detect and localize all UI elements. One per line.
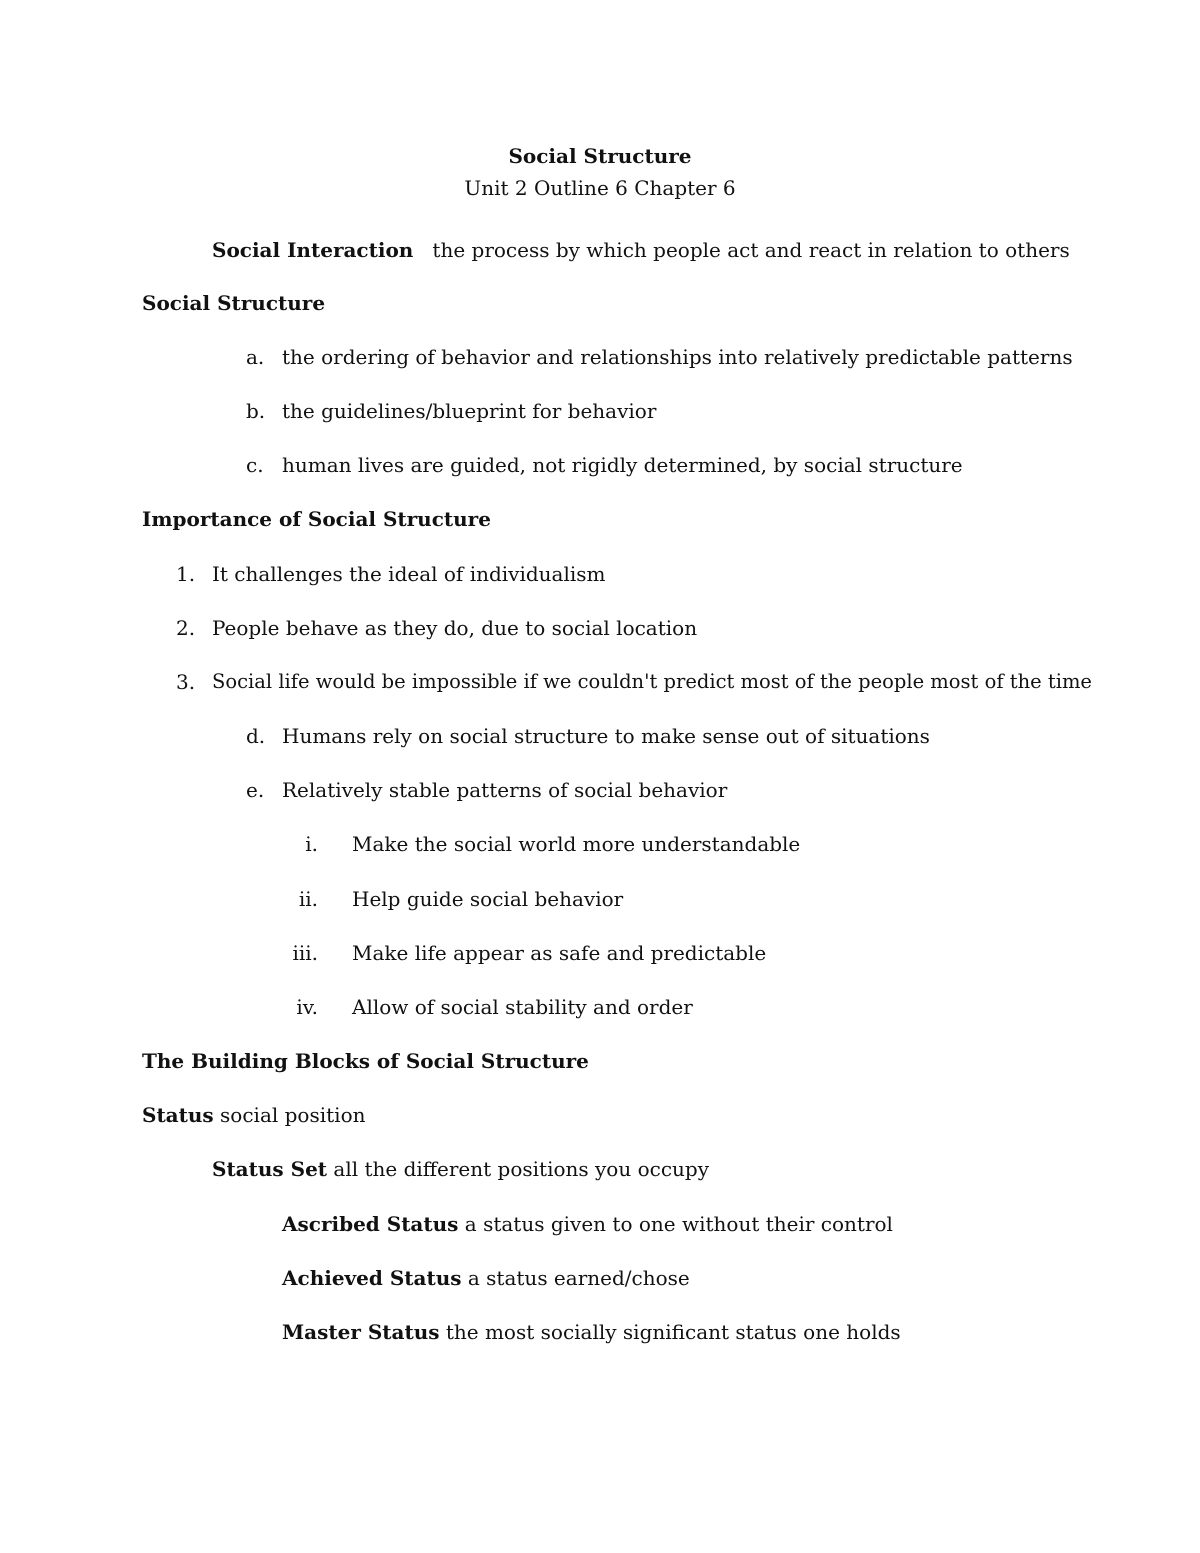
section-heading-importance: Importance of Social Structure xyxy=(142,507,491,531)
definition-term: Achieved Status xyxy=(282,1266,462,1290)
document-title: Social Structure xyxy=(508,144,692,168)
definition-term: Ascribed Status xyxy=(282,1212,459,1236)
achieved-status-definition xyxy=(282,1265,690,1291)
list-marker: iv. xyxy=(296,995,318,1019)
list-marker: i. xyxy=(305,832,318,856)
definition-term: Status xyxy=(142,1103,214,1127)
document-subtitle: Unit 2 Outline 6 Chapter 6 xyxy=(464,176,736,200)
list-text: Social life would be impossible if we couldn't predict most of the people most of the time xyxy=(212,670,1092,693)
list-marker: 3. xyxy=(176,670,196,694)
list-marker: ii. xyxy=(298,887,318,911)
definition-text: the process by which people act and react in relation to others xyxy=(432,238,1070,262)
list-text: Make life appear as safe and predictable xyxy=(352,941,767,965)
social-interaction-definition xyxy=(212,237,1070,263)
definition-term: Status Set xyxy=(212,1157,328,1181)
section-heading-social-structure: Social Structure xyxy=(142,291,326,315)
list-text: Allow of social stability and order xyxy=(352,995,693,1019)
list-text: Help guide social behavior xyxy=(352,887,624,911)
ascribed-status-definition xyxy=(282,1211,893,1237)
list-marker: c. xyxy=(246,453,264,477)
definition-text: a status given to one without their control xyxy=(464,1212,893,1236)
list-marker: 2. xyxy=(176,616,196,640)
definition-text: all the different positions you occupy xyxy=(333,1157,710,1181)
list-marker: e. xyxy=(246,778,265,802)
definition-text: social position xyxy=(220,1103,366,1127)
status-definition xyxy=(142,1102,366,1128)
list-marker: d. xyxy=(246,724,266,748)
definition-term: Master Status xyxy=(282,1320,440,1344)
list-marker: a. xyxy=(246,345,265,369)
list-marker: 1. xyxy=(176,562,196,586)
list-text: It challenges the ideal of individualism xyxy=(212,562,606,586)
status-set-definition xyxy=(212,1156,709,1182)
list-marker: iii. xyxy=(292,941,318,965)
list-marker: b. xyxy=(246,399,266,423)
section-heading-building-blocks: The Building Blocks of Social Structure xyxy=(142,1049,589,1073)
list-text: the ordering of behavior and relationships into relatively predictable patterns xyxy=(282,345,1073,369)
list-text: Make the social world more understandable xyxy=(352,832,801,856)
definition-term: Social Interaction xyxy=(212,238,414,262)
definition-text: the most socially significant status one holds xyxy=(445,1320,901,1344)
master-status-definition xyxy=(282,1319,901,1345)
definition-text: a status earned/chose xyxy=(467,1266,690,1290)
list-text: human lives are guided, not rigidly determined, by social structure xyxy=(282,453,963,477)
list-text: Relatively stable patterns of social behavior xyxy=(282,778,728,802)
list-text: Humans rely on social structure to make sense out of situations xyxy=(282,724,930,748)
list-text: People behave as they do, due to social location xyxy=(212,616,698,640)
list-text: the guidelines/blueprint for behavior xyxy=(282,399,657,423)
